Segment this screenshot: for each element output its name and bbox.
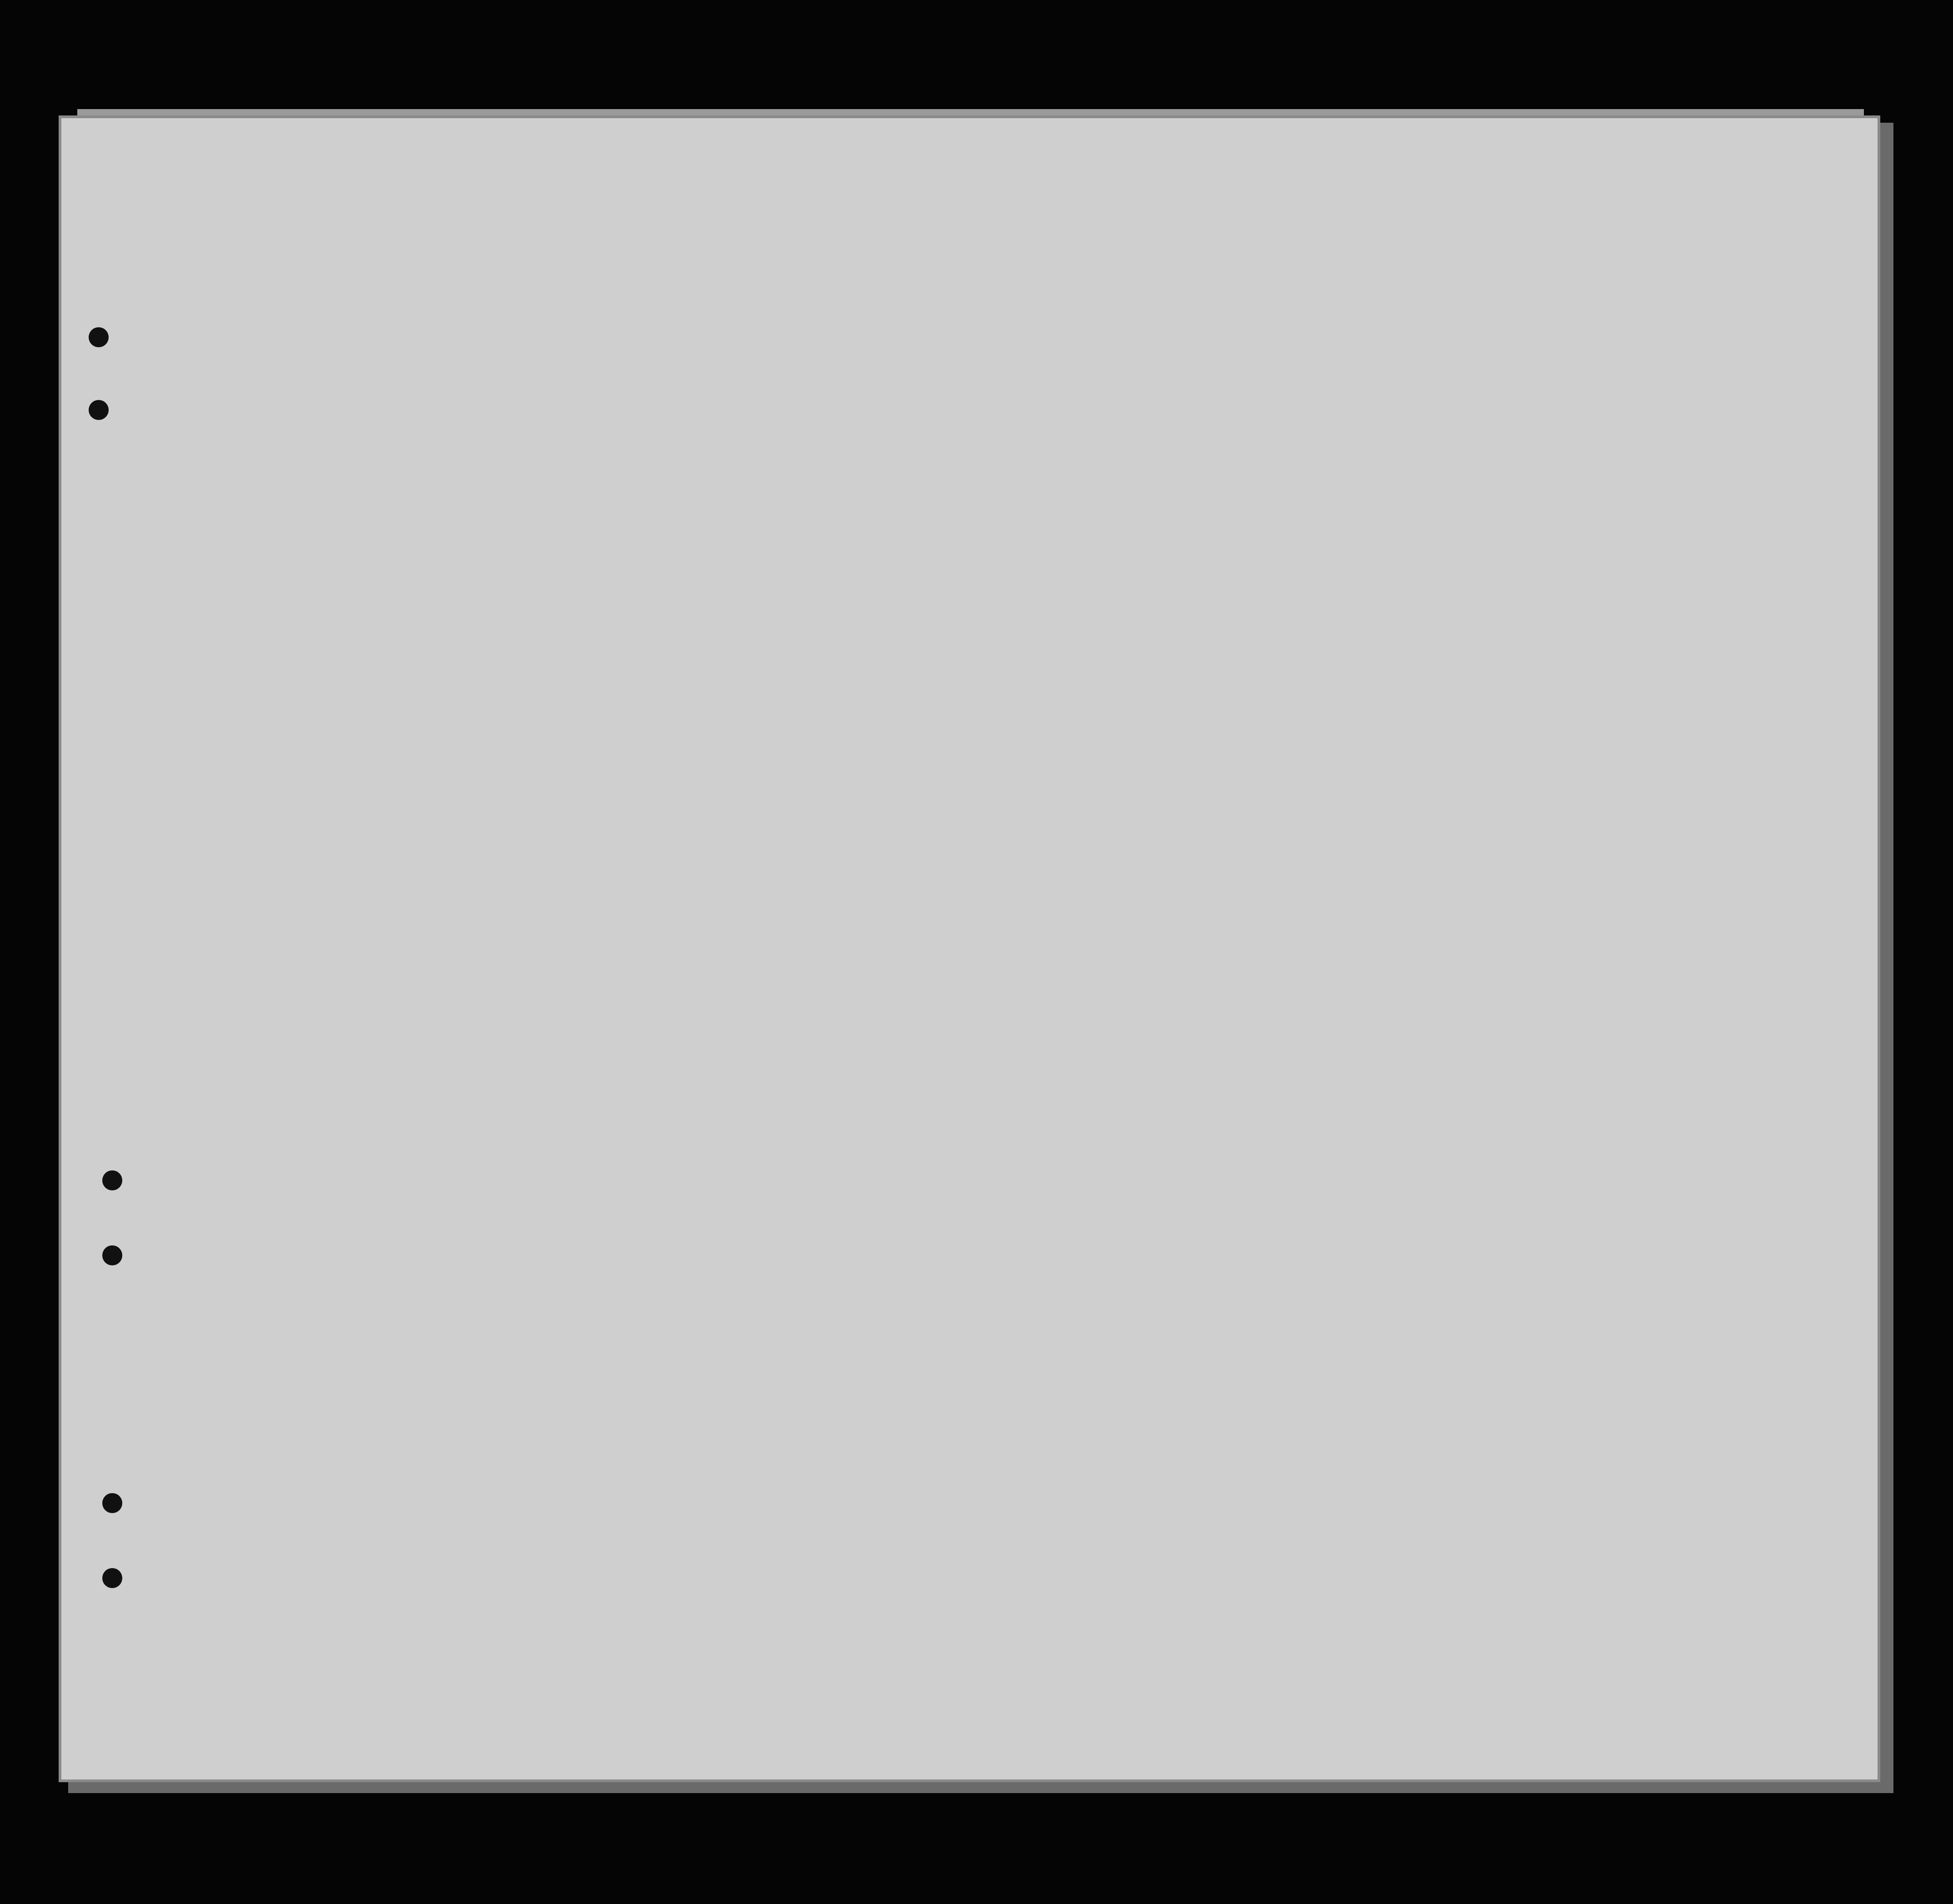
- punch-hole: [89, 327, 109, 347]
- manifest-table: [81, 345, 1845, 1636]
